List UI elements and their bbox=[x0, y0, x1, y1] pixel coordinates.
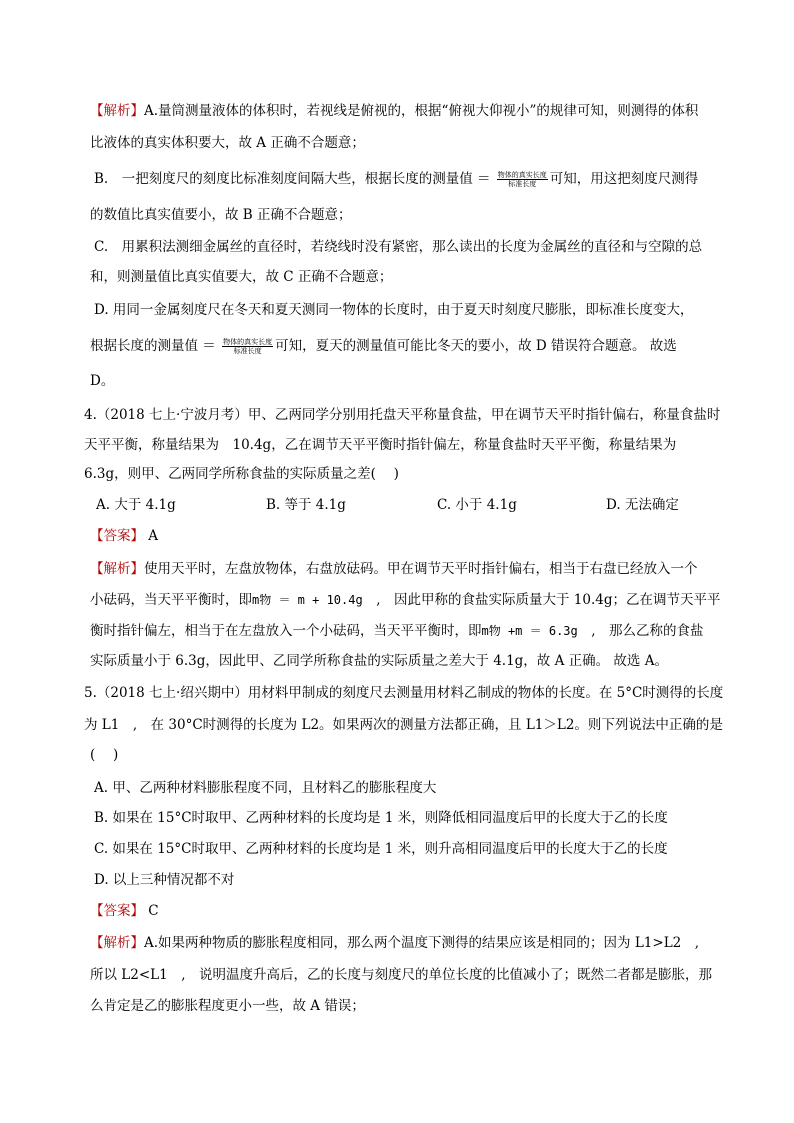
q5-option-a: A. 甲、乙两种材料膨胀程度不同，且材料乙的膨胀程度大 bbox=[94, 780, 437, 796]
q5-analysis-line3: 么肯定是乙的膨胀程度更小一些，故 A 错误； bbox=[90, 998, 365, 1014]
q5-analysis-line2: 所以 L2<L1 , 说明温度升高后，乙的长度与刻度尺的单位长度的比值减小了；既然二者都是膨胀，那 bbox=[90, 967, 713, 983]
q3-analysis-line-a1: 【解析】A.量筒测量液体的体积时，若视线是俯视的，根据“俯视大仰视小”的规律可知，则测得的体积 bbox=[90, 103, 699, 119]
q5-stem-line1: 5.（2018 七上·绍兴期中）用材料甲制成的刻度尺去测量用材料乙制成的物体的长度。在 5°C时测得的长度 bbox=[84, 685, 724, 701]
q5-stem-line2: 为 L1 , 在 30°C时测得的长度为 L2。如果两次的测量方法都正确，且 L1＞L2。则下列说法中正确的是 bbox=[84, 717, 723, 733]
q4-option-c: C. 小于 4.1g bbox=[437, 497, 517, 513]
q3-analysis-line-b2: 的数值比真实值要小，故 B 正确不合题意； bbox=[90, 207, 352, 223]
equation: m物 ＝ m + 10.4g bbox=[252, 593, 363, 607]
q5-option-d: D. 以上三种情况都不对 bbox=[94, 872, 235, 888]
q3-analysis-line-c1: C. 用累积法测细金属丝的直径时，若绕线时没有紧密，那么读出的长度为金属丝的直径和与空隙的总 bbox=[94, 239, 703, 255]
equation: m物 +m ＝ 6.3g bbox=[481, 624, 578, 638]
q4-option-a: A. 大于 4.1g bbox=[96, 497, 176, 513]
q3-analysis-line-d1: D. 用同一金属刻度尺在冬天和夏天测同一物体的长度时，由于夏天时刻度尺膨胀，即标准长度变大， bbox=[94, 302, 694, 318]
q3-analysis-line-a2: 比液体的真实体积要大，故 A 正确不合题意； bbox=[90, 135, 365, 151]
formula-fraction: $\frac{\text{物体的真实长度}}{\text{标准长度}}$ bbox=[223, 338, 273, 355]
q4-analysis-line1: 【解析】使用天平时，左盘放物体，右盘放砝码。甲在调节天平时指针偏右，相当于右盘已经放入一个 bbox=[90, 561, 698, 577]
q3-analysis-line-d2: 根据长度的测量值 ＝ $\frac{\text{物体的真实长度}}{\text{标准长度}}$ 可知，夏天的测量值可能比冬天的要小，故 D 错误符合题意。 故选 bbox=[90, 338, 677, 355]
q4-stem-line2: 天平平衡，称量结果为 10.4g，乙在调节天平平衡时指针偏左，称量食盐时天平平衡，称量结果为 bbox=[84, 437, 677, 453]
q4-answer: 【答案】 A bbox=[90, 528, 159, 544]
formula-fraction: $\frac{\text{物体的真实长度}}{\text{标准长度}}$ bbox=[497, 171, 547, 188]
q4-stem-line3: 6.3g，则甲、乙两同学所称食盐的实际质量之差( ) bbox=[84, 466, 399, 482]
q5-stem-line3: ( ) bbox=[90, 747, 119, 763]
q4-option-d: D. 无法确定 bbox=[606, 497, 679, 513]
q4-stem-line1: 4.（2018 七上·宁波月考）甲、乙两同学分别用托盘天平称量食盐，甲在调节天平时指针偏右，称量食盐时 bbox=[84, 407, 721, 423]
q4-analysis-line2: 小砝码，当天平平衡时，即m物 ＝ m + 10.4g , 因此甲称的食盐实际质量大于 10.4g；乙在调节天平平 bbox=[90, 592, 721, 608]
q5-option-c: C. 如果在 15°C时取甲、乙两种材料的长度均是 1 米，则升高相同温度后甲的长度大于乙的长度 bbox=[94, 841, 668, 857]
q3-analysis-line-b1: B. 一把刻度尺的刻度比标准刻度间隔大些，根据长度的测量值 ＝ $\frac{\text{物体的真实长度}}{\text{标准长度}}$ 可知，用这把刻度尺测得 bbox=[94, 171, 699, 188]
q3-analysis-line-d3: D。 bbox=[90, 373, 115, 389]
q4-option-b: B. 等于 4.1g bbox=[266, 497, 346, 513]
q3-analysis-line-c2: 和，则测量值比真实值要大，故 C 正确不合题意； bbox=[90, 269, 393, 285]
q4-analysis-line3: 衡时指针偏左，相当于在左盘放入一个小砝码，当天平平衡时，即m物 +m ＝ 6.3g , 那么乙称的食盐 bbox=[90, 623, 704, 639]
analysis-tag: 【解析】 bbox=[90, 103, 144, 119]
q4-analysis-line4: 实际质量小于 6.3g，因此甲、乙同学所称食盐的实际质量之差大于 4.1g，故 A 正确。 故选 A。 bbox=[90, 653, 668, 669]
q5-option-b: B. 如果在 15°C时取甲、乙两种材料的长度均是 1 米，则降低相同温度后甲的长度大于乙的长度 bbox=[94, 810, 668, 826]
q5-analysis-line1: 【解析】A.如果两种物质的膨胀程度相同，那么两个温度下测得的结果应该是相同的；因为 L1>L2 , bbox=[90, 935, 700, 951]
q5-answer: 【答案】 C bbox=[90, 903, 159, 919]
